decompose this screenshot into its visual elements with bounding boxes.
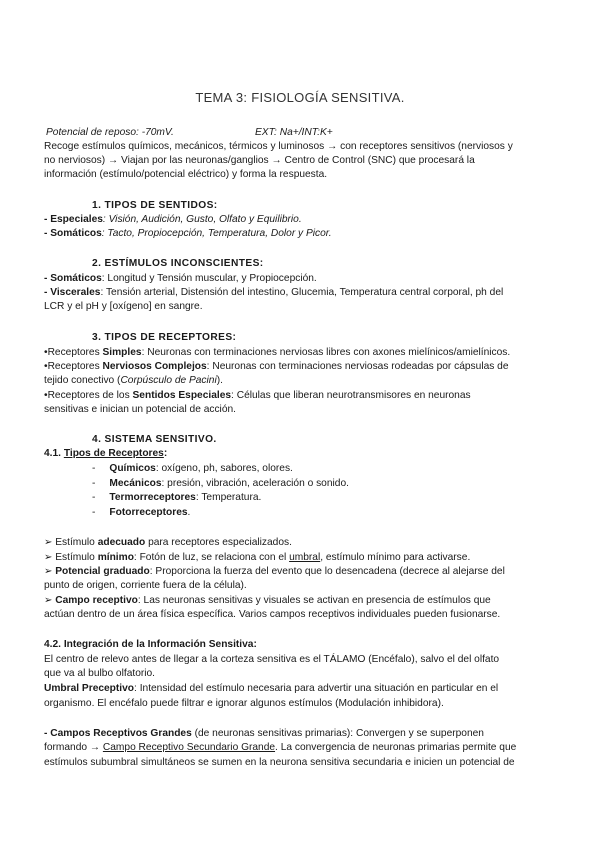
umbral-preceptivo [44,682,498,696]
receptor-quimicos [92,462,293,476]
adecuado-text: para receptores especializados. [145,537,292,548]
receptor-mecanicos [92,477,349,491]
campos-text-1: (de neuronas sensitivas primarias): Convergen y se superponen [191,728,484,739]
receptor-complejos [44,360,509,374]
section-1-heading: 1. TIPOS DE SENTIDOS: [92,200,218,211]
dash-bullet: - [92,478,96,489]
mecanicos-text: : presión, vibración, aceleración o sonido. [161,478,349,489]
arrow-bullet-icon: ➢ [44,537,53,548]
campo-secundario-term: Campo Receptivo Secundario Grande [102,742,276,753]
stimuli-somaticos [44,272,317,286]
quimicos-label: Químicos [109,463,156,474]
adecuado-label: adecuado [97,537,146,548]
intro-line-1: Recoge estímulos químicos, mecánicos, térmicos y luminosos → con receptores sensitivos (nerviosos y [44,141,513,152]
subsection-4-1-title [44,447,167,461]
simples-prefix: •Receptores [44,347,103,358]
umbral-term: umbral [289,552,321,563]
complejos-label: Nerviosos Complejos [102,361,207,372]
campo-text-1: : Las neuronas sensitivas y visuales se activan en presencia de estímulos que [137,595,491,606]
sentidos-especiales-text: : Células que liberan neurotransmisores en neuronas [231,390,471,401]
intro-line-3: información (estímulo/potencial eléctrico) y forma la respuesta. [44,169,328,180]
receptor-termorreceptores [92,491,261,505]
ion-distribution: EXT: Na+/INT:K+ [255,127,333,138]
arrow-bullet-icon: ➢ [44,566,53,577]
sub1-title: Tipos de Receptores [63,448,164,459]
minimo-text-1: : Fotón de luz, se relaciona con el [133,552,290,563]
arrow-bullet-icon: ➢ [44,595,53,606]
campos-line-3: estímulos subumbral simultáneos se sumen en la neurona sensitiva secundaria e inicien un potencial de [44,757,515,768]
especiales-prefix: •Receptores de los [44,390,133,401]
especiales-label: - Especiales [44,214,103,225]
especiales-text: : Visión, Audición, Gusto, Olfato y Equilibrio. [102,214,302,225]
campo-label: Campo receptivo [52,595,138,606]
receptor-especiales [44,389,471,403]
subsection-4-2-title: 4.2. Integración de la Información Sensitiva: [44,639,257,650]
dash-bullet: - [92,507,96,518]
complejos-text2-pre: tejido conectivo ( [44,375,121,386]
complejos-text-2 [44,374,223,388]
resting-potential: Potencial de reposo: -70mV. [46,127,174,138]
especiales-text-2: sensitivas e inician un potencial de acción. [44,404,236,415]
integracion-line-2: que va al bulbo olfatorio. [44,668,156,679]
senses-especiales [44,213,302,227]
adecuado-pre: Estímulo [52,537,98,548]
minimo-pre: Estímulo [52,552,98,563]
minimo-text-2: , estímulo mínimo para activarse. [320,552,471,563]
umbral-label: Umbral Preceptivo [44,683,135,694]
complejos-prefix: •Receptores [44,361,103,372]
mecanicos-label: Mecánicos [109,478,162,489]
viscerales-text-2: LCR y el pH y [oxígeno] en sangre. [44,301,203,312]
campo-text-2: actúan dentro de un área física específica. Varios campos receptivos individuales pueden fusionarse. [44,609,501,620]
dash-bullet: - [92,492,96,503]
complejos-text2-post: ). [216,375,223,386]
potencial-text-2: punto de origen, corriente fuera de la célula). [44,580,247,591]
section-3-heading: 3. TIPOS DE RECEPTORES: [92,332,237,343]
campos-text2-pre: formando → [44,742,103,753]
quimicos-text: : oxígeno, ph, sabores, olores. [155,463,293,474]
senses-somaticos [44,227,332,241]
estimulo-minimo [44,551,470,565]
termorreceptores-label: Termorreceptores [109,492,196,503]
pacini-corpuscle: Corpúsculo de Pacini [120,375,217,386]
receptor-simples [44,346,510,360]
arrow-bullet-icon: ➢ [44,552,53,563]
estimulo-adecuado [44,536,292,550]
dash-bullet: - [92,463,96,474]
fotorreceptores-text: . [187,507,191,518]
simples-text: : Neuronas con terminaciones nerviosas libres con axones mielínicos/amielínicos. [141,347,511,358]
somaticos-text: : Tacto, Propiocepción, Temperatura, Dolor y Picor. [101,228,332,239]
complejos-text: : Neuronas con terminaciones nerviosas rodeadas por cápsulas de [206,361,509,372]
section-4-heading: 4. SISTEMA SENSITIVO. [92,434,217,445]
umbral-text-2: organismo. El encéfalo puede filtrar e ignorar algunos estímulos (Modulación inhibidora). [44,698,444,709]
potencial-text-1: : Proporciona la fuerza del evento que lo desencadena (decrece al alejarse del [149,566,505,577]
termorreceptores-text: : Temperatura. [195,492,262,503]
stimuli-somaticos-label: - Somáticos [44,273,102,284]
fotorreceptores-label: Fotorreceptores [109,507,188,518]
page-title: TEMA 3: FISIOLOGÍA SENSITIVA. [195,90,405,105]
receptor-fotorreceptores [92,506,190,520]
minimo-label: mínimo [97,552,134,563]
somaticos-label: - Somáticos [44,228,102,239]
campos-text2-post: . La convergencia de neuronas primarias permite que [275,742,517,753]
campos-line-2 [44,741,516,755]
simples-label: Simples [102,347,142,358]
viscerales-label: - Viscerales [44,287,101,298]
intro-line-2: no nerviosos) → Viajan por las neuronas/ganglios → Centro de Control (SNC) que procesará la [44,155,475,166]
campo-receptivo [44,594,491,608]
potencial-label: Potencial graduado [52,566,150,577]
sentidos-especiales-label: Sentidos Especiales [132,390,232,401]
sub1-colon: : [163,448,168,459]
campos-receptivos-grandes [44,727,484,741]
integracion-line-1: El centro de relevo antes de llegar a la corteza sensitiva es el TÁLAMO (Encéfalo), salvo el del olfato [44,654,500,665]
umbral-text-1: : Intensidad del estímulo necesaria para advertir una situación en particular en el [134,683,499,694]
campos-label: - Campos Receptivos Grandes [44,728,192,739]
stimuli-viscerales [44,286,503,300]
stimuli-somaticos-text: : Longitud y Tensión muscular, y Propiocepción. [101,273,317,284]
potencial-graduado [44,565,505,579]
section-2-heading: 2. ESTÍMULOS INCONSCIENTES: [92,258,264,269]
sub1-number: 4.1. [44,448,64,459]
viscerales-text-1: : Tensión arterial, Distensión del intestino, Glucemia, Temperatura central corporal, ph del [100,287,504,298]
